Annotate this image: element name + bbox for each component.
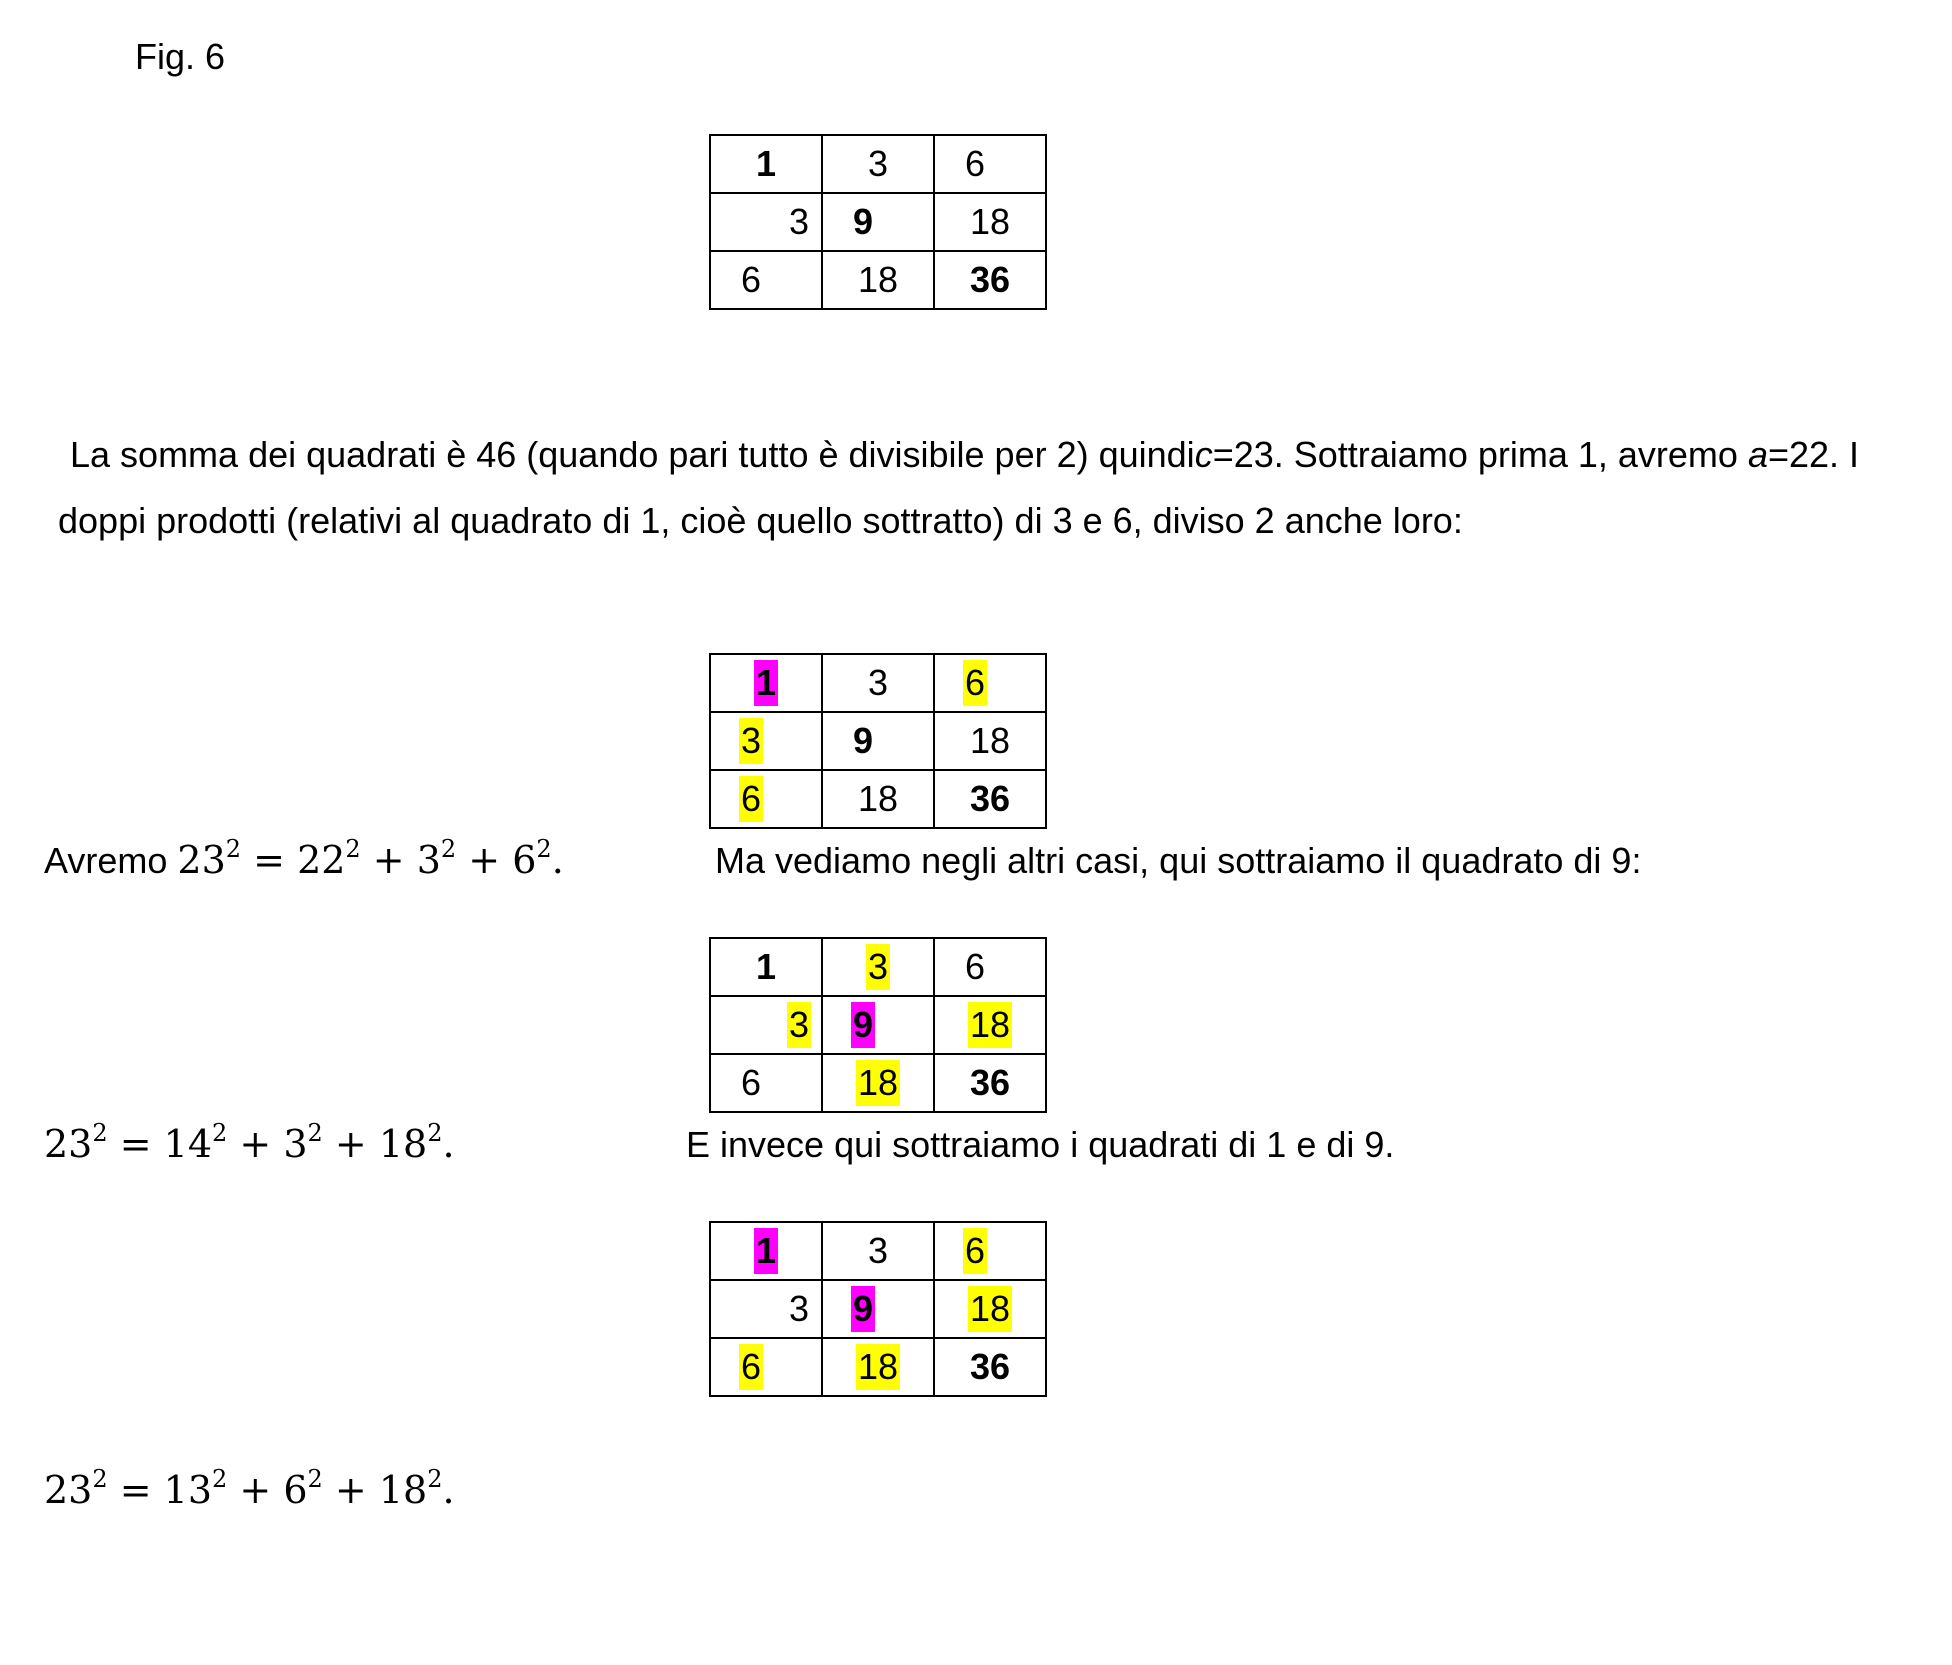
- grid-cell: 1: [710, 654, 822, 712]
- caption-2: E invece qui sottraiamo i quadrati di 1 e di 9.: [686, 1124, 1395, 1165]
- grid-cell: 1: [710, 1222, 822, 1280]
- paragraph-text-3: =22. I doppi prodotti (relativi al quadrato di 1, cioè quello sottratto) di 3 e 6, diviso 2 anche loro:: [58, 434, 1860, 541]
- paragraph-text-1: La somma dei quadrati è 46 (quando pari tutto è divisibile per 2) quindi: [70, 434, 1195, 475]
- grid-cell: 9: [822, 1280, 934, 1338]
- grid-cell: 3: [822, 938, 934, 996]
- equation-1: Avremo $23^2 = 22^2 + 3^2 + 6^2$.: [44, 835, 564, 882]
- grid-cell: 1: [710, 938, 822, 996]
- grid-cell: 1: [710, 135, 822, 193]
- grid-cell: 6: [934, 135, 1046, 193]
- grid-cell: 9: [822, 193, 934, 251]
- grid-cell: 3: [710, 193, 822, 251]
- grid-cell: 3: [822, 135, 934, 193]
- grid-table-1: [709, 134, 1047, 310]
- variable-a: a: [1747, 434, 1768, 475]
- grid-cell: 6: [934, 938, 1046, 996]
- grid-cell: 3: [710, 996, 822, 1054]
- grid-cell: 36: [934, 1338, 1046, 1396]
- grid-cell: 36: [934, 1054, 1046, 1112]
- grid-table-2: [709, 653, 1047, 829]
- grid-cell: 18: [934, 193, 1046, 251]
- paragraph-text-2: =23. Sottraiamo prima 1, avremo: [1212, 434, 1748, 475]
- equation-prefix: Avremo: [44, 840, 178, 881]
- grid-cell: 3: [710, 1280, 822, 1338]
- equation-2: $23^2 = 14^2 + 3^2 + 18^2$.: [44, 1119, 455, 1166]
- body-paragraph: [58, 422, 1928, 554]
- grid-cell: 6: [710, 1054, 822, 1112]
- variable-c: c: [1194, 434, 1213, 475]
- grid-cell: 6: [934, 654, 1046, 712]
- grid-cell: 9: [822, 712, 934, 770]
- grid-cell: 6: [710, 1338, 822, 1396]
- grid-cell: 18: [822, 1338, 934, 1396]
- grid-cell: 6: [934, 1222, 1046, 1280]
- grid-cell: 3: [822, 1222, 934, 1280]
- grid-cell: 6: [710, 770, 822, 828]
- grid-cell: 18: [822, 251, 934, 309]
- grid-cell: 9: [822, 996, 934, 1054]
- grid-cell: 18: [934, 712, 1046, 770]
- grid-cell: 18: [822, 770, 934, 828]
- grid-cell: 18: [934, 996, 1046, 1054]
- grid-cell: 36: [934, 251, 1046, 309]
- grid-cell: 18: [934, 1280, 1046, 1338]
- grid-cell: 3: [710, 712, 822, 770]
- figure-label: Fig. 6: [135, 36, 226, 77]
- grid-cell: 6: [710, 251, 822, 309]
- grid-table-3: [709, 937, 1047, 1113]
- equation-3: $23^2 = 13^2 + 6^2 + 18^2$.: [44, 1465, 455, 1512]
- grid-table-4: [709, 1221, 1047, 1397]
- grid-cell: 18: [822, 1054, 934, 1112]
- grid-cell: 3: [822, 654, 934, 712]
- caption-1: Ma vediamo negli altri casi, qui sottraiamo il quadrato di 9:: [715, 840, 1642, 881]
- grid-cell: 36: [934, 770, 1046, 828]
